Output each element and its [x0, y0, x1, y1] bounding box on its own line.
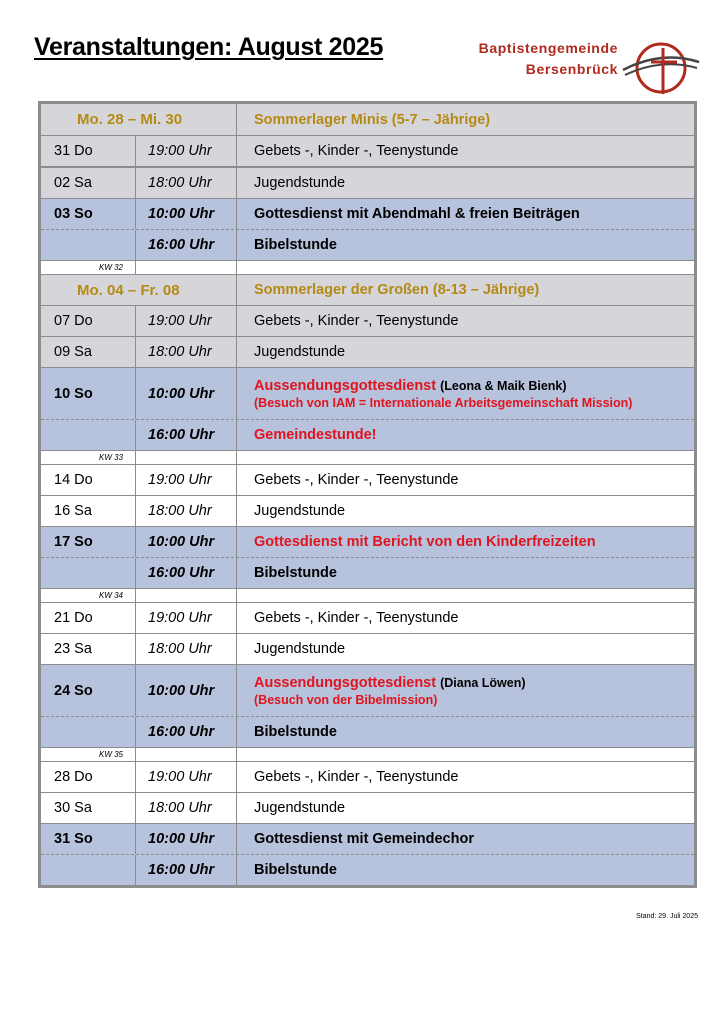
- page-title: Veranstaltungen: August 2025: [34, 33, 384, 61]
- event-title: Sommerlager Minis (5-7 – Jährige): [254, 111, 491, 128]
- time-cell: 10:00 Uhr: [136, 665, 237, 716]
- day-cell: [41, 420, 136, 450]
- date-range: Mo. 04 – Fr. 08: [41, 275, 237, 305]
- event-cell: Gebets -, Kinder -, Teenystunde: [254, 610, 459, 626]
- event-cell: [237, 368, 694, 419]
- event-cell: Jugendstunde: [254, 344, 346, 360]
- church-name-line1: Baptistengemeinde: [478, 40, 618, 56]
- time-cell: 18:00 Uhr: [136, 793, 237, 823]
- day-cell: 17 So: [41, 527, 136, 557]
- table-row: [41, 305, 694, 336]
- day-cell: [41, 717, 136, 747]
- event-cell: [237, 665, 694, 716]
- day-cell: 23 Sa: [41, 634, 136, 664]
- event-cell: Jugendstunde: [254, 175, 346, 191]
- time-cell: 18:00 Uhr: [136, 168, 237, 198]
- day-cell: 31 So: [41, 824, 136, 854]
- table-row: [41, 557, 694, 588]
- day-cell: 21 Do: [41, 603, 136, 633]
- week-label: KW 33: [41, 451, 136, 464]
- table-row: [41, 336, 694, 367]
- table-row: [41, 526, 694, 557]
- table-row: [41, 792, 694, 823]
- time-cell: 19:00 Uhr: [136, 603, 237, 633]
- time-cell: 18:00 Uhr: [136, 496, 237, 526]
- table-row: [41, 823, 694, 854]
- day-cell: 07 Do: [41, 306, 136, 336]
- event-cell: Gebets -, Kinder -, Teenystunde: [254, 143, 459, 159]
- week-label: KW 32: [41, 261, 136, 274]
- day-cell: [41, 855, 136, 885]
- event-cell: Gebets -, Kinder -, Teenystunde: [254, 472, 459, 488]
- table-row: [41, 854, 694, 885]
- event-cell: Bibelstunde: [254, 565, 337, 581]
- week-row: [41, 588, 694, 602]
- event-cell: Jugendstunde: [254, 503, 346, 519]
- day-cell: 16 Sa: [41, 496, 136, 526]
- table-row: [41, 229, 694, 260]
- event-cell: Bibelstunde: [254, 862, 337, 878]
- table-row: [41, 419, 694, 450]
- event-cell: Gebets -, Kinder -, Teenystunde: [254, 313, 459, 329]
- table-row: [41, 602, 694, 633]
- day-cell: 03 So: [41, 199, 136, 229]
- time-cell: 10:00 Uhr: [136, 368, 237, 419]
- church-name-line2: Bersenbrück: [525, 61, 618, 77]
- table-row: [41, 367, 694, 419]
- time-cell: 19:00 Uhr: [136, 306, 237, 336]
- table-row: [41, 495, 694, 526]
- time-cell: 16:00 Uhr: [136, 717, 237, 747]
- table-row: [41, 716, 694, 747]
- time-cell: 18:00 Uhr: [136, 634, 237, 664]
- event-cell: Gebets -, Kinder -, Teenystunde: [254, 769, 459, 785]
- time-cell: 19:00 Uhr: [136, 465, 237, 495]
- week-label: KW 34: [41, 589, 136, 602]
- table-row: [41, 135, 694, 166]
- church-name: [479, 38, 618, 80]
- day-cell: [41, 558, 136, 588]
- event-title: Aussendungsgottesdienst: [254, 674, 437, 691]
- table-row: [41, 198, 694, 229]
- day-cell: 10 So: [41, 368, 136, 419]
- table-row: [41, 168, 694, 198]
- table-row: [41, 104, 694, 135]
- time-cell: 16:00 Uhr: [136, 558, 237, 588]
- week-row: [41, 747, 694, 761]
- date-range: Mo. 28 – Mi. 30: [41, 104, 237, 135]
- time-cell: 10:00 Uhr: [136, 527, 237, 557]
- event-title: Aussendungsgottesdienst: [254, 377, 437, 394]
- day-cell: [41, 230, 136, 260]
- week-label: KW 35: [41, 748, 136, 761]
- time-cell: 18:00 Uhr: [136, 337, 237, 367]
- event-note: (Leona & Maik Bienk): [440, 378, 567, 393]
- stand-date: Stand: 29. Juli 2025: [636, 913, 698, 920]
- event-cell: Gemeindestunde!: [254, 427, 377, 443]
- time-cell: 19:00 Uhr: [136, 136, 237, 166]
- event-title: Sommerlager der Großen (8-13 – Jährige): [254, 282, 540, 298]
- time-cell: 19:00 Uhr: [136, 762, 237, 792]
- day-cell: 09 Sa: [41, 337, 136, 367]
- time-cell: 16:00 Uhr: [136, 230, 237, 260]
- day-cell: 02 Sa: [41, 168, 136, 198]
- event-subnote: (Besuch von der Bibelmission): [254, 692, 438, 707]
- event-subnote: (Besuch von IAM = Internationale Arbeitsgemeinschaft Mission): [254, 395, 633, 410]
- event-cell: Jugendstunde: [254, 641, 346, 657]
- event-cell: Gottesdienst mit Bericht von den Kinderfreizeiten: [254, 534, 596, 550]
- event-cell: Gottesdienst mit Abendmahl & freien Beiträgen: [254, 206, 580, 222]
- day-cell: 31 Do: [41, 136, 136, 166]
- day-cell: 28 Do: [41, 762, 136, 792]
- time-cell: 10:00 Uhr: [136, 199, 237, 229]
- event-cell: Bibelstunde: [254, 237, 337, 253]
- week-row: [41, 260, 694, 274]
- table-row: [41, 274, 694, 305]
- time-cell: 16:00 Uhr: [136, 420, 237, 450]
- week-row: [41, 450, 694, 464]
- table-row: [41, 761, 694, 792]
- event-note: (Diana Löwen): [440, 675, 526, 690]
- day-cell: 30 Sa: [41, 793, 136, 823]
- cross-circle-logo-icon: [621, 40, 701, 96]
- day-cell: 24 So: [41, 665, 136, 716]
- event-cell: Jugendstunde: [254, 800, 346, 816]
- table-row: [41, 464, 694, 495]
- schedule-table: [38, 101, 697, 888]
- event-cell: Gottesdienst mit Gemeindechor: [254, 831, 474, 847]
- time-cell: 10:00 Uhr: [136, 824, 237, 854]
- table-row: [41, 633, 694, 664]
- event-cell: Bibelstunde: [254, 724, 337, 740]
- table-row: [41, 664, 694, 716]
- time-cell: 16:00 Uhr: [136, 855, 237, 885]
- day-cell: 14 Do: [41, 465, 136, 495]
